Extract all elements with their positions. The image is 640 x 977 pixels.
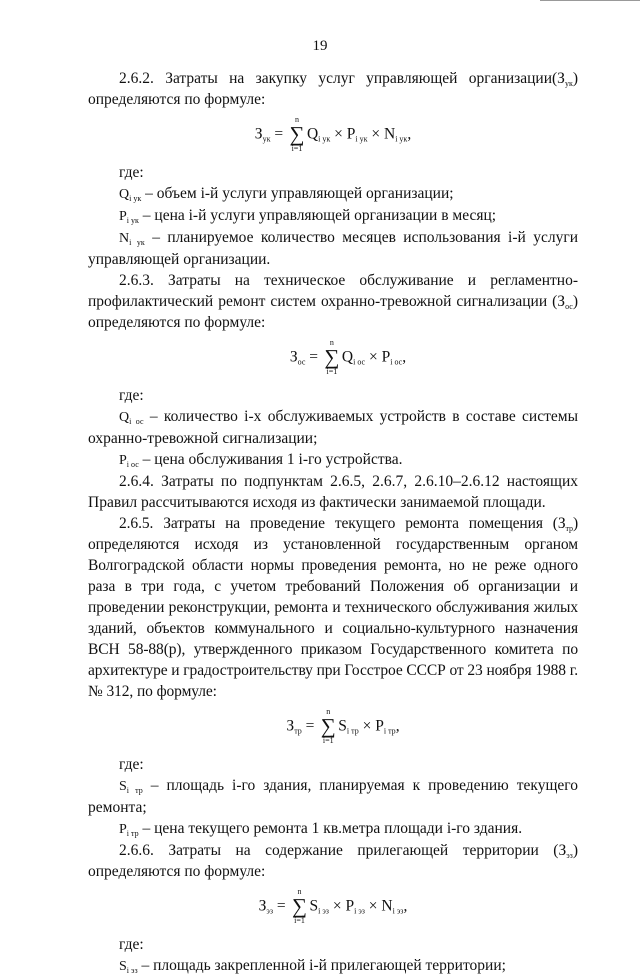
- definition-p-uk: $P_{i ук}$ – цена i-й услуги управляющей организации в месяц;: [119, 207, 497, 225]
- definition-s-tr: $S_{i тр}$ – площадь i-го здания, планируемая к проведению текущего ремонта;: [88, 777, 578, 816]
- paragraph-2-6-5: 2.6.5. Затраты на проведение текущего ремонта помещения $(З_{тр})$ определяются исходя из установленной государственным органом Волгоградской области нормы проведения ремонта, но не реже одного раза в три года, с учетом требований Положения об организации и проведении реконструкции, ремонта и технического обслуживания жилых зданий, объектов коммунального и социально-культурного назначения ВСН 58-88(р), утвержденного приказом Государственного комитета по архитектуре и градостроительству при Госстрое СССР от 23 ноября 1988 г. № 312, по формуле:: [88, 515, 578, 700]
- paragraph-2-6-6-cont: определяются по формуле:: [88, 863, 266, 880]
- sum-symbol: n ∑ i=1: [289, 115, 305, 153]
- formula-current-repair: $З_{тр}$ = n ∑ i=1 $S_{i тр} \times P_{i тр}$,: [286, 707, 400, 745]
- paragraph-2-6-3: 2.6.3. Затраты на техническое обслуживание и регламентно-профилактический ремонт систем охранно-тревожной сигнализации $(З_{ос})$ определяются по формуле:: [88, 272, 578, 331]
- definition-p-tr: $P_{i тр}$ – цена текущего ремонта 1 кв.метра площади i-го здания.: [119, 820, 523, 838]
- definition-n-uk: $N_{i ук}$ – планируемое количество месяцев использования i-й услуги управляющей организации.: [88, 229, 578, 268]
- definition-q-uk: $Q_{i ук}$ – объем i-й услуги управляющей организации;: [119, 185, 454, 203]
- where-label: где:: [119, 387, 144, 404]
- formula-management-org: $З_{ук}$ = n ∑ i=1 $Q_{i ук} \times P_{i ук} \times N_{i ук}$,: [254, 115, 412, 153]
- where-label: где:: [119, 164, 144, 181]
- sum-symbol: n ∑ i=1: [292, 887, 307, 925]
- paragraph-2-6-6: 2.6.6. Затраты на содержание прилегающей территории $(З_{эз})$: [119, 842, 578, 860]
- paragraph-2-6-2: 2.6.2. Затраты на закупку услуг управляющей $организации(З_{ук})$: [119, 70, 578, 88]
- definition-q-os: $Q_{i ос}$ – количество i-х обслуживаемых устройств в составе системы охранно-тревожной сигнализации;: [88, 408, 578, 447]
- definition-s-ez: $S_{i эз}$ – площадь закрепленной i-й прилегающей территории;: [119, 957, 506, 975]
- document-body: [88, 68, 578, 977]
- sum-symbol: n ∑ i=1: [320, 707, 336, 745]
- where-label: где:: [119, 936, 144, 953]
- definition-p-os: $P_{i ос}$ – цена обслуживания 1 i-го устройства.: [119, 451, 403, 469]
- paragraph-2-6-4: 2.6.4. Затраты по подпунктам 2.6.5, 2.6.7, 2.6.10–2.6.12 настоящих Правил рассчитываются исходя из фактически занимаемой площади.: [88, 473, 578, 511]
- formula-security-alarm: $З_{ос}$ = n ∑ i=1 $Q_{i ос} \times P_{i ос}$,: [289, 338, 407, 376]
- formula-adjacent-territory: $З_{эз}$ = n ∑ i=1 $S_{i эз} \times P_{i эз} \times N_{i эз}$,: [258, 887, 408, 925]
- corner-line: [540, 0, 640, 1]
- where-label: где:: [119, 756, 144, 773]
- paragraph-2-6-2-cont: определяются по формуле:: [88, 91, 266, 108]
- page-number: 19: [312, 38, 328, 54]
- sum-symbol: n ∑ i=1: [324, 338, 340, 376]
